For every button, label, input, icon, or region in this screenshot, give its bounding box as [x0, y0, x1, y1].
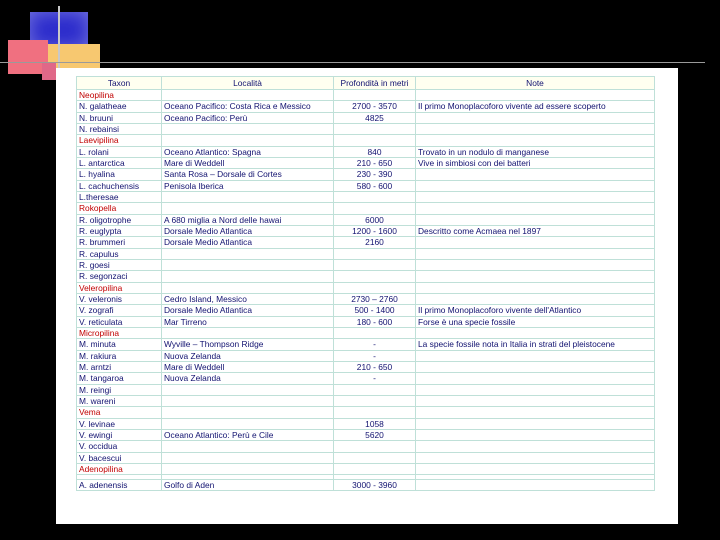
- localita-cell: Mare di Weddell: [162, 361, 334, 372]
- note-cell: Il primo Monoplacoforo vivente dell'Atlantico: [416, 305, 655, 316]
- localita-cell: [162, 259, 334, 270]
- note-cell: [416, 373, 655, 384]
- localita-cell: [162, 463, 334, 474]
- note-cell: [416, 203, 655, 214]
- localita-cell: [162, 123, 334, 134]
- depth-cell: [334, 452, 416, 463]
- genus-row: [77, 203, 655, 214]
- note-cell: Vive in simbiosi con dei batteri: [416, 157, 655, 168]
- depth-cell: [334, 441, 416, 452]
- taxon-cell: R. capulus: [77, 248, 162, 259]
- taxon-cell: Rokopella: [77, 203, 162, 214]
- table-row: [77, 225, 655, 236]
- table-row: [77, 339, 655, 350]
- depth-cell: 840: [334, 146, 416, 157]
- table-row: [77, 395, 655, 406]
- table-row: [77, 248, 655, 259]
- table-row: [77, 259, 655, 270]
- note-cell: [416, 237, 655, 248]
- depth-cell: 1058: [334, 418, 416, 429]
- taxon-cell: Veleropilina: [77, 282, 162, 293]
- note-cell: [416, 282, 655, 293]
- table-row: [77, 214, 655, 225]
- localita-cell: Oceano Atlantico: Spagna: [162, 146, 334, 157]
- table-row: [77, 123, 655, 134]
- note-cell: [416, 259, 655, 270]
- depth-cell: 580 - 600: [334, 180, 416, 191]
- taxon-cell: L. cachuchensis: [77, 180, 162, 191]
- taxon-cell: M. minuta: [77, 339, 162, 350]
- taxon-cell: Vema: [77, 407, 162, 418]
- table-row: [77, 418, 655, 429]
- table-row: [77, 429, 655, 440]
- localita-cell: Mare di Weddell: [162, 157, 334, 168]
- note-cell: [416, 418, 655, 429]
- note-cell: [416, 429, 655, 440]
- localita-cell: [162, 90, 334, 101]
- note-cell: [416, 463, 655, 474]
- table-body: [77, 90, 655, 491]
- table-row: [77, 157, 655, 168]
- table-row: [77, 112, 655, 123]
- genus-row: [77, 90, 655, 101]
- depth-cell: 230 - 390: [334, 169, 416, 180]
- localita-cell: [162, 452, 334, 463]
- localita-cell: A 680 miglia a Nord delle hawai: [162, 214, 334, 225]
- localita-cell: [162, 271, 334, 282]
- note-cell: [416, 214, 655, 225]
- genus-row: [77, 327, 655, 338]
- note-cell: [416, 180, 655, 191]
- localita-cell: [162, 327, 334, 338]
- depth-cell: [334, 248, 416, 259]
- table-row: [77, 191, 655, 202]
- taxon-cell: V. levinae: [77, 418, 162, 429]
- depth-cell: [334, 395, 416, 406]
- localita-cell: Santa Rosa – Dorsale di Cortes: [162, 169, 334, 180]
- localita-cell: Nuova Zelanda: [162, 350, 334, 361]
- localita-cell: Oceano Pacifico: Costa Rica e Messico: [162, 101, 334, 112]
- taxon-cell: V. veleronis: [77, 293, 162, 304]
- table-row: [77, 146, 655, 157]
- depth-cell: 500 - 1400: [334, 305, 416, 316]
- table-row: [77, 384, 655, 395]
- localita-cell: Mar Tirreno: [162, 316, 334, 327]
- depth-cell: [334, 135, 416, 146]
- depth-cell: [334, 123, 416, 134]
- note-cell: [416, 395, 655, 406]
- taxon-cell: M. reingi: [77, 384, 162, 395]
- taxon-cell: Adenopilina: [77, 463, 162, 474]
- depth-cell: 4825: [334, 112, 416, 123]
- depth-cell: [334, 203, 416, 214]
- note-cell: [416, 123, 655, 134]
- localita-cell: Dorsale Medio Atlantica: [162, 237, 334, 248]
- taxon-cell: A. adenensis: [77, 480, 162, 491]
- genus-row: [77, 407, 655, 418]
- localita-cell: Oceano Pacifico: Perù: [162, 112, 334, 123]
- localita-cell: [162, 395, 334, 406]
- localita-cell: [162, 384, 334, 395]
- depth-cell: -: [334, 350, 416, 361]
- table-row: [77, 316, 655, 327]
- table-row: [77, 452, 655, 463]
- header-localita: Località: [162, 77, 334, 90]
- note-cell: [416, 350, 655, 361]
- taxon-cell: V. ewingi: [77, 429, 162, 440]
- decor-pink-overlap: [42, 62, 56, 80]
- note-cell: Il primo Monoplacoforo vivente ad essere scoperto: [416, 101, 655, 112]
- note-cell: Forse è una specie fossile: [416, 316, 655, 327]
- genus-row: [77, 463, 655, 474]
- depth-cell: [334, 90, 416, 101]
- note-cell: [416, 112, 655, 123]
- taxon-cell: M. rakiura: [77, 350, 162, 361]
- note-cell: [416, 361, 655, 372]
- table-row: [77, 180, 655, 191]
- depth-cell: -: [334, 339, 416, 350]
- depth-cell: 210 - 650: [334, 157, 416, 168]
- depth-cell: [334, 327, 416, 338]
- taxon-cell: R. euglypta: [77, 225, 162, 236]
- depth-cell: 1200 - 1600: [334, 225, 416, 236]
- localita-cell: [162, 135, 334, 146]
- note-cell: [416, 384, 655, 395]
- depth-cell: [334, 384, 416, 395]
- table-row: [77, 169, 655, 180]
- note-cell: [416, 480, 655, 491]
- depth-cell: 2160: [334, 237, 416, 248]
- table-row: [77, 441, 655, 452]
- table-row: [77, 350, 655, 361]
- table-row: [77, 373, 655, 384]
- taxon-cell: R. brummeri: [77, 237, 162, 248]
- taxon-cell: V. zografi: [77, 305, 162, 316]
- taxon-cell: V. reticulata: [77, 316, 162, 327]
- table-header-row: [77, 77, 655, 90]
- localita-cell: Dorsale Medio Atlantica: [162, 225, 334, 236]
- header-taxon: Taxon: [77, 77, 162, 90]
- header-note: Note: [416, 77, 655, 90]
- localita-cell: Dorsale Medio Atlantica: [162, 305, 334, 316]
- header-profondita: Profondità in metri: [334, 77, 416, 90]
- depth-cell: [334, 282, 416, 293]
- depth-cell: [334, 407, 416, 418]
- taxon-cell: Micropilina: [77, 327, 162, 338]
- localita-cell: Wyville – Thompson Ridge: [162, 339, 334, 350]
- note-cell: [416, 248, 655, 259]
- depth-cell: [334, 259, 416, 270]
- taxon-cell: L. rolani: [77, 146, 162, 157]
- depth-cell: 3000 - 3960: [334, 480, 416, 491]
- localita-cell: [162, 248, 334, 259]
- localita-cell: [162, 407, 334, 418]
- depth-cell: 5620: [334, 429, 416, 440]
- localita-cell: [162, 282, 334, 293]
- taxon-cell: Neopilina: [77, 90, 162, 101]
- taxon-cell: R. oligotrophe: [77, 214, 162, 225]
- note-cell: [416, 327, 655, 338]
- depth-cell: 2700 - 3570: [334, 101, 416, 112]
- depth-cell: 180 - 600: [334, 316, 416, 327]
- note-cell: Descritto come Acmaea nel 1897: [416, 225, 655, 236]
- note-cell: [416, 407, 655, 418]
- taxon-cell: M. tangaroa: [77, 373, 162, 384]
- taxon-cell: V. bacescui: [77, 452, 162, 463]
- localita-cell: Golfo di Aden: [162, 480, 334, 491]
- table-row: [77, 237, 655, 248]
- note-cell: [416, 191, 655, 202]
- taxon-cell: R. goesi: [77, 259, 162, 270]
- taxon-cell: N. rebainsi: [77, 123, 162, 134]
- localita-cell: Oceano Atlantico: Perù e Cile: [162, 429, 334, 440]
- note-cell: La specie fossile nota in Italia in strati del pleistocene: [416, 339, 655, 350]
- depth-cell: -: [334, 373, 416, 384]
- depth-cell: 210 - 650: [334, 361, 416, 372]
- note-cell: [416, 135, 655, 146]
- note-cell: Trovato in un nodulo di manganese: [416, 146, 655, 157]
- note-cell: [416, 271, 655, 282]
- slide-content-panel: [56, 68, 678, 524]
- taxon-cell: N. galatheae: [77, 101, 162, 112]
- note-cell: [416, 452, 655, 463]
- note-cell: [416, 169, 655, 180]
- taxon-cell: M. wareni: [77, 395, 162, 406]
- taxon-cell: Laevipilina: [77, 135, 162, 146]
- decor-horizontal-line: [0, 62, 705, 63]
- localita-cell: [162, 418, 334, 429]
- localita-cell: Nuova Zelanda: [162, 373, 334, 384]
- note-cell: [416, 90, 655, 101]
- taxon-cell: L. antarctica: [77, 157, 162, 168]
- depth-cell: 6000: [334, 214, 416, 225]
- depth-cell: [334, 271, 416, 282]
- taxon-cell: M. arntzi: [77, 361, 162, 372]
- taxon-cell: R. segonzaci: [77, 271, 162, 282]
- taxon-cell: L.theresae: [77, 191, 162, 202]
- taxon-cell: N. bruuni: [77, 112, 162, 123]
- depth-cell: 2730 – 2760: [334, 293, 416, 304]
- depth-cell: [334, 463, 416, 474]
- localita-cell: Cedro Island, Messico: [162, 293, 334, 304]
- table-row: [77, 101, 655, 112]
- table-row: [77, 305, 655, 316]
- table-row: [77, 271, 655, 282]
- localita-cell: [162, 191, 334, 202]
- table-row: [77, 361, 655, 372]
- localita-cell: Penisola Iberica: [162, 180, 334, 191]
- genus-row: [77, 135, 655, 146]
- note-cell: [416, 441, 655, 452]
- localita-cell: [162, 203, 334, 214]
- note-cell: [416, 293, 655, 304]
- taxon-cell: V. occidua: [77, 441, 162, 452]
- table-row: [77, 480, 655, 491]
- taxon-cell: L. hyalina: [77, 169, 162, 180]
- monoplacophora-table: [76, 76, 655, 491]
- genus-row: [77, 282, 655, 293]
- depth-cell: [334, 191, 416, 202]
- table-row: [77, 293, 655, 304]
- localita-cell: [162, 441, 334, 452]
